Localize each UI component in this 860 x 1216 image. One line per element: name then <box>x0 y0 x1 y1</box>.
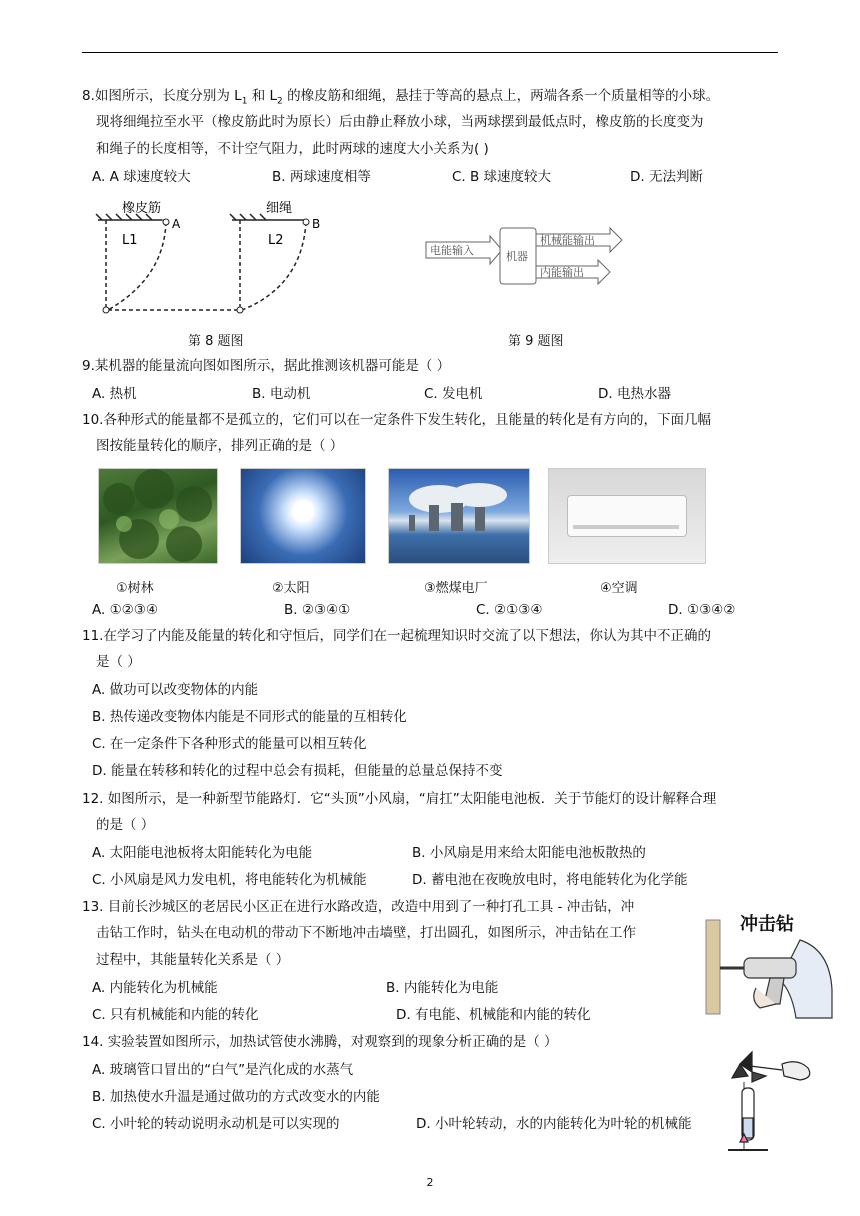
q8-fig-L2: L2 <box>268 233 284 248</box>
q9-fig-out2: 内能输出 <box>540 266 584 279</box>
q13-option-a: A. 内能转化为机械能 <box>92 980 218 996</box>
q8-fig-rope-label: 细绳 <box>266 201 293 216</box>
forest-image <box>98 468 218 564</box>
q10-image-label-3: ③燃煤电厂 <box>424 581 488 596</box>
q9-option-a: A. 热机 <box>92 386 137 402</box>
q10-option-c: C. ②①③④ <box>476 602 543 618</box>
q9-option-c: C. 发电机 <box>424 386 483 402</box>
q14-option-c: C. 小叶轮的转动说明永动机是可以实现的 <box>92 1116 340 1132</box>
q8-fig-B: B <box>312 217 321 231</box>
q11-option-a: A. 做功可以改变物体的内能 <box>92 682 259 698</box>
q10-line1: 10.各种形式的能量都不是孤立的，它们可以在一定条件下发生转化，且能量的转化是有方向的，下面几幅 <box>82 412 711 428</box>
q12-line2: 的是（ ） <box>96 817 155 833</box>
q14-option-d: D. 小叶轮转动，水的内能转化为叶轮的机械能 <box>416 1116 692 1132</box>
q8-fig-L1: L1 <box>122 233 138 248</box>
q13-option-c: C. 只有机械能和内能的转化 <box>92 1007 259 1023</box>
q8-line3: 和绳子的长度相等，不计空气阻力，此时两球的速度大小关系为( ) <box>96 141 489 157</box>
q14-apparatus-figure <box>722 1042 832 1154</box>
q12-option-d: D. 蓄电池在夜晚放电时，将电能转化为化学能 <box>412 872 688 888</box>
sun-image <box>240 468 366 564</box>
q14-option-a: A. 玻璃管口冒出的“白气”是汽化成的水蒸气 <box>92 1062 354 1078</box>
q8-option-a: A. A 球速度较大 <box>92 169 191 185</box>
header-rule <box>82 52 778 53</box>
q8-fig-rubber-label: 橡皮筋 <box>122 201 162 216</box>
q10-option-d: D. ①③④② <box>668 602 736 618</box>
q9-fig-input: 电能输入 <box>430 244 474 257</box>
q13-line2: 击钻工作时，钻头在电动机的带动下不断地冲击墙壁，打出圆孔，如图所示，冲击钻在工作 <box>96 925 636 941</box>
q8-option-b: B. 两球速度相等 <box>272 169 371 185</box>
q11-option-c: C. 在一定条件下各种形式的能量可以相互转化 <box>92 736 367 752</box>
q9-option-d: D. 电热水器 <box>598 386 671 402</box>
air-conditioner-image <box>548 468 706 564</box>
q8-option-d: D. 无法判断 <box>630 169 703 185</box>
q9-caption: 第 9 题图 <box>508 334 564 349</box>
q10-line2: 图按能量转化的顺序，排列正确的是（ ） <box>96 438 344 454</box>
q13-fig-label: 冲击钻 <box>740 914 794 935</box>
q13-line3: 过程中，其能量转化关系是（ ） <box>96 952 290 968</box>
q14-stem: 14. 实验装置如图所示，加热试管使水沸腾，对观察到的现象分析正确的是（ ） <box>82 1034 558 1050</box>
q9-stem: 9.某机器的能量流向图如图所示，据此推测该机器可能是（ ） <box>82 358 451 374</box>
q10-image-label-4: ④空调 <box>600 581 638 596</box>
power-plant-image <box>388 468 530 564</box>
q9-option-b: B. 电动机 <box>252 386 311 402</box>
q8-fig-A: A <box>172 217 181 231</box>
q12-option-b: B. 小风扇是用来给太阳能电池板散热的 <box>412 845 646 861</box>
q12-option-c: C. 小风扇是风力发电机，将电能转化为机械能 <box>92 872 367 888</box>
q10-image-label-2: ②太阳 <box>272 581 310 596</box>
q10-option-a: A. ①②③④ <box>92 602 158 618</box>
q8-figure <box>92 198 342 320</box>
q13-option-b: B. 内能转化为电能 <box>386 980 499 996</box>
q9-fig-machine: 机器 <box>506 250 528 263</box>
q8-line1: 8.如图所示，长度分别为 $L_1$ 和 $L_2$ 的橡皮筋和细绳，悬挂于等高的悬点上，两端各系一个质量相等的小球。 <box>82 88 720 107</box>
q9-fig-out1: 机械能输出 <box>540 234 595 247</box>
q10-image-label-1: ①树林 <box>116 581 154 596</box>
q11-option-b: B. 热传递改变物体内能是不同形式的能量的互相转化 <box>92 709 407 725</box>
q12-line1: 12. 如图所示，是一种新型节能路灯．它“头顶”小风扇，“肩扛”太阳能电池板．关于节能灯的设计解释合理 <box>82 791 717 807</box>
q13-line1: 13. 目前长沙城区的老居民小区正在进行水路改造，改造中用到了一种打孔工具 - 冲击钻，冲 <box>82 899 635 915</box>
q12-option-a: A. 太阳能电池板将太阳能转化为电能 <box>92 845 313 861</box>
q13-drill-figure <box>700 900 840 1020</box>
q10-option-b: B. ②③④① <box>284 602 351 618</box>
q8-option-c: C. B 球速度较大 <box>452 169 552 185</box>
q8-line2: 现将细绳拉至水平（橡皮筋此时为原长）后由静止释放小球，当两球摆到最低点时，橡皮筋的长度变为 <box>96 114 704 130</box>
page-number: 2 <box>426 1176 434 1189</box>
q14-option-b: B. 加热使水升温是通过做功的方式改变水的内能 <box>92 1089 380 1105</box>
q9-figure <box>424 220 624 300</box>
q11-line1: 11.在学习了内能及能量的转化和守恒后，同学们在一起梳理知识时交流了以下想法，你认为其中不正确的 <box>82 628 711 644</box>
q11-line2: 是（ ） <box>96 654 141 670</box>
q11-option-d: D. 能量在转移和转化的过程中总会有损耗，但能量的总量总保持不变 <box>92 763 503 779</box>
q13-option-d: D. 有电能、机械能和内能的转化 <box>396 1007 591 1023</box>
q8-caption: 第 8 题图 <box>188 334 244 349</box>
